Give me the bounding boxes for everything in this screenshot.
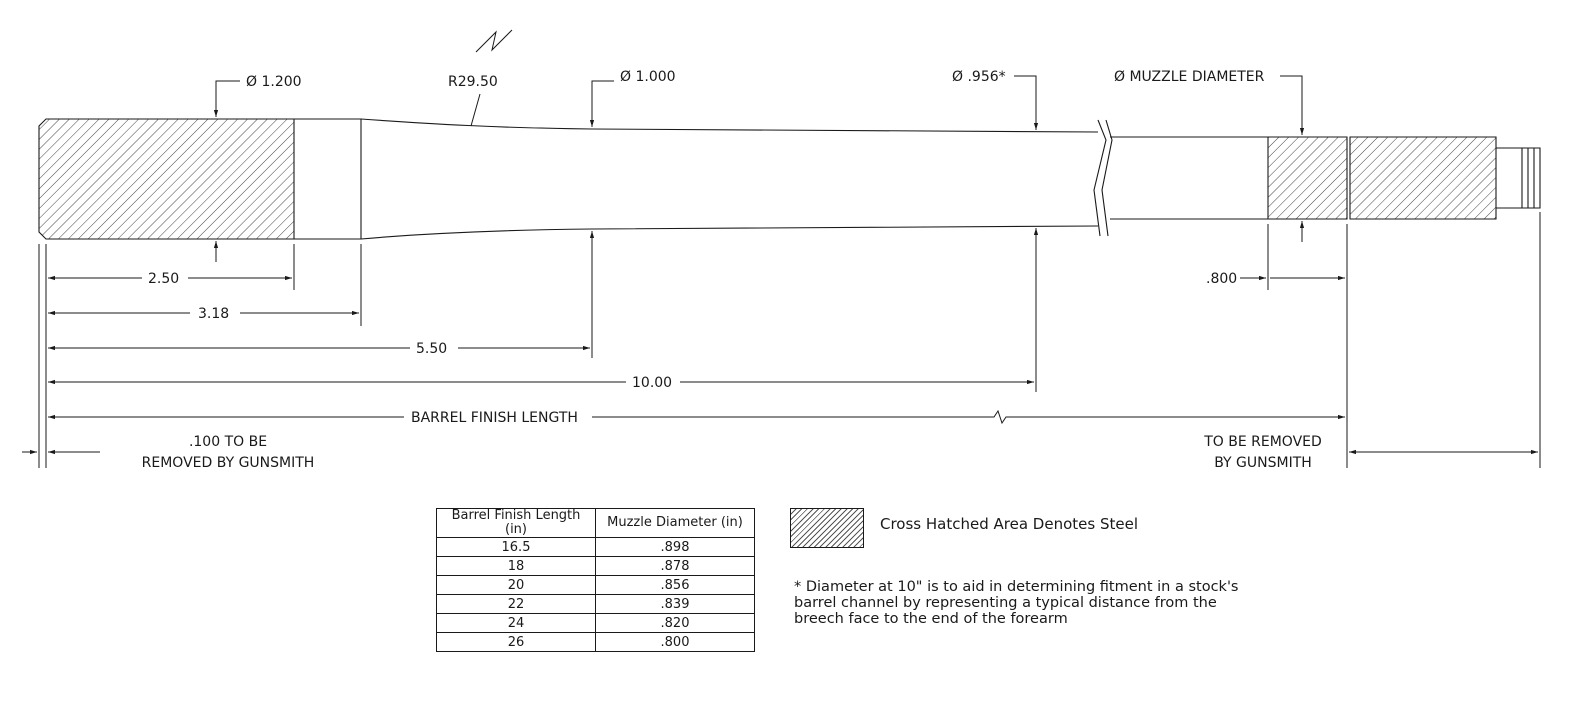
table-row <box>437 595 755 614</box>
cell-length: 26 <box>437 633 596 652</box>
table-row <box>437 614 755 633</box>
barrel-contour-bottom <box>361 226 1098 239</box>
cell-diameter: .820 <box>596 614 755 633</box>
cell-length: 22 <box>437 595 596 614</box>
muzzle-thread-hatch <box>1350 137 1496 219</box>
barrel-shank <box>294 119 361 239</box>
barrel-muzzle-section <box>1110 137 1268 219</box>
muzzle-thread-tip <box>1496 148 1540 208</box>
cell-length: 16.5 <box>437 538 596 557</box>
dim-length-250: 2.50 <box>148 271 180 287</box>
dimension-lines <box>22 278 1538 452</box>
header-muzzle-diameter: Muzzle Diameter (in) <box>596 509 755 538</box>
dim-radius: R29.50 <box>448 74 498 90</box>
cell-diameter: .800 <box>596 633 755 652</box>
muzzle-diameter-table <box>436 508 755 652</box>
dim-length-800: .800 <box>1206 271 1238 287</box>
table-row <box>437 633 755 652</box>
table-header-row <box>437 509 755 538</box>
table-row <box>437 557 755 576</box>
cell-length: 24 <box>437 614 596 633</box>
table-row <box>437 576 755 595</box>
cell-length: 18 <box>437 557 596 576</box>
crosshatch-legend-text: Cross Hatched Area Denotes Steel <box>880 515 1138 533</box>
dim-length-550: 5.50 <box>416 341 448 357</box>
dim-barrel-finish-length: BARREL FINISH LENGTH <box>411 410 578 426</box>
cell-length: 20 <box>437 576 596 595</box>
cell-diameter: .839 <box>596 595 755 614</box>
note-muzzle-removal-1: TO BE REMOVED <box>1204 434 1322 450</box>
crosshatch-legend-swatch <box>790 508 864 548</box>
cell-diameter: .856 <box>596 576 755 595</box>
note-breech-removal-1: .100 TO BE <box>188 434 268 450</box>
dim-length-1000: 10.00 <box>632 375 673 391</box>
dim-length-318: 3.18 <box>198 306 230 322</box>
barrel-outline <box>39 119 1540 239</box>
cell-diameter: .898 <box>596 538 755 557</box>
dim-breech-diameter: Ø 1.200 <box>246 74 302 90</box>
extension-lines <box>39 212 1540 468</box>
note-muzzle-removal-2: BY GUNSMITH <box>1214 455 1312 471</box>
cell-diameter: .878 <box>596 557 755 576</box>
footnote-text: * Diameter at 10" is to aid in determining fitment in a stock's barrel channel by representing a typical distance from the breech face to the end of the forearm <box>794 579 1239 627</box>
dim-muzzle-diameter: Ø MUZZLE DIAMETER <box>1114 69 1265 85</box>
dim-diameter-1000: Ø 1.000 <box>620 69 676 85</box>
header-barrel-finish-length: Barrel Finish Length (in) <box>437 509 596 538</box>
muzzle-removal-hatch <box>1268 137 1347 219</box>
breech-tenon-hatch <box>39 119 294 239</box>
note-breech-removal-2: REMOVED BY GUNSMITH <box>141 455 315 471</box>
table-row <box>437 538 755 557</box>
dim-diameter-956: Ø .956* <box>952 69 1006 85</box>
